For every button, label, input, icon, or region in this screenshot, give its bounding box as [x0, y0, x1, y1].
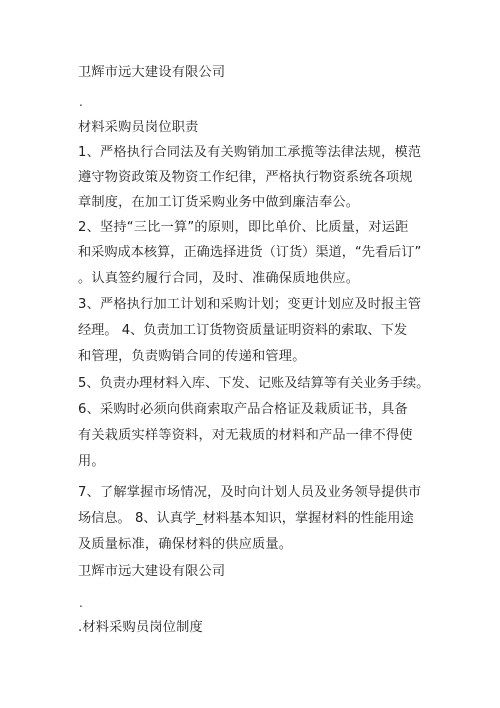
- body-line: 5、负责办理材料入库、下发、记账及结算等有关业务手续。: [78, 376, 430, 391]
- body-line: 1、严格执行合同法及有关购销加工承揽等法律法规，模范: [78, 145, 422, 160]
- body-line: 场信息。 8、认真学_材料基本知识，掌握材料的性能用途: [78, 511, 414, 526]
- footer-company: 卫辉市远大建设有限公司: [78, 564, 226, 579]
- body-line: 。认真签约履行合同，及时、准确保质地供应。: [78, 271, 360, 286]
- body-line: 有关栽质实样等资料，对无栽质的材料和产品一律不得使: [78, 428, 413, 443]
- body-line: 经理。 4、负责加工订货物资质量证明资料的索取、下发: [78, 323, 408, 338]
- body-line: 2、坚持“三比一算”的原则，即比单价、比质量，对运距: [78, 220, 409, 235]
- separator-dot: .: [79, 95, 83, 109]
- footer-title: .材料采购员岗位制度: [78, 620, 203, 635]
- section-title: 材料采购员岗位职责: [78, 120, 199, 135]
- body-line: 及质量标准，确保材料的供应质量。: [78, 537, 293, 552]
- body-line: 遵守物资政策及物资工作纪律，严格执行物资系统各项规: [78, 170, 413, 185]
- body-line: 章制度，在加工订货采购业务中做到廉洁奉公。: [78, 195, 360, 210]
- company-header: 卫辉市远大建设有限公司: [78, 65, 226, 80]
- body-line: 用。: [78, 454, 105, 469]
- body-line: 和管理，负责购销合同的传递和管理。: [78, 349, 306, 364]
- body-line: 和采购成本核算，正确选择进货（订货）渠道，“先看后订”: [78, 245, 422, 260]
- body-line: 3、严格执行加工计划和采购计划；变更计划应及时报主管: [78, 297, 422, 312]
- footer-dot: .: [79, 596, 83, 610]
- body-line: 6、采购时必须向供商索取产品合格证及栽质证书，具备: [78, 402, 408, 417]
- body-line: 7、了解掌握市场情况，及时向计划人员及业务领导提供市: [78, 485, 422, 500]
